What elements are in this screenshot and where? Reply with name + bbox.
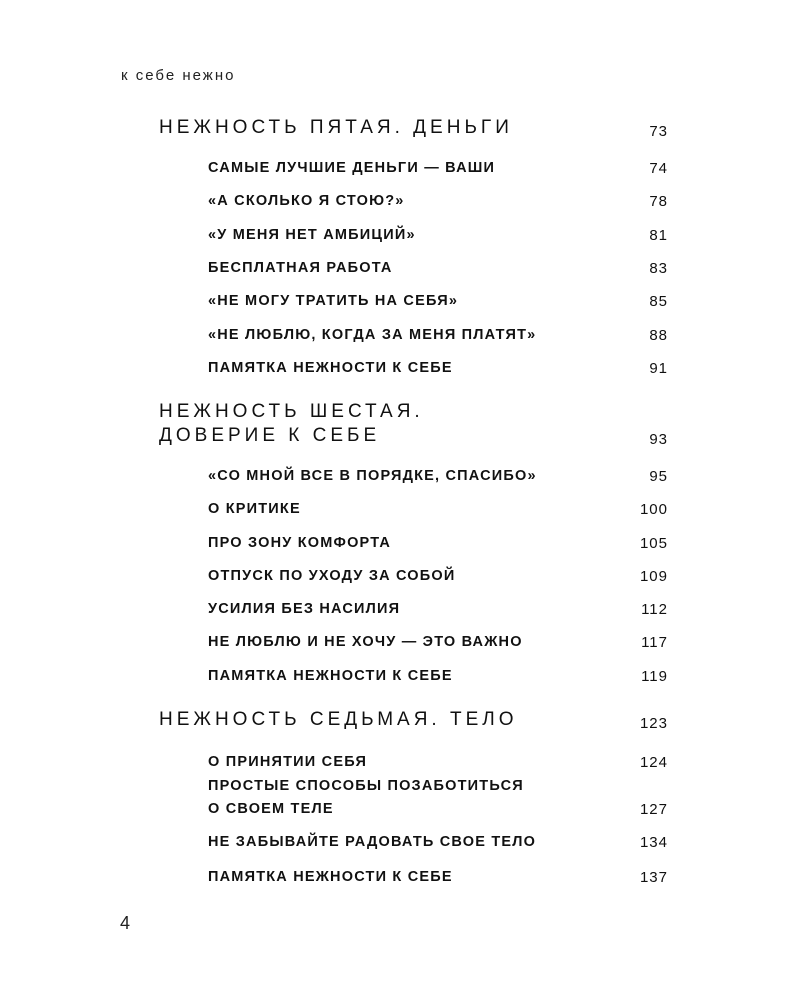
chapter-page: 93 (649, 431, 668, 448)
toc-entry[interactable] (208, 157, 668, 180)
entry-page: 81 (649, 227, 668, 244)
entry-page: 95 (649, 468, 668, 485)
chapter-title: НЕЖНОСТЬ СЕДЬМАЯ. ТЕЛО (159, 709, 518, 730)
toc-entry[interactable] (208, 357, 668, 380)
toc-chapter-heading[interactable] (159, 708, 668, 732)
entry-title: ПРО ЗОНУ КОМФОРТА (208, 535, 392, 551)
entry-title: О КРИТИКЕ (208, 501, 301, 517)
entry-title: «У МЕНЯ НЕТ АМБИЦИЙ» (208, 227, 416, 243)
entry-title: САМЫЕ ЛУЧШИЕ ДЕНЬГИ — ВАШИ (208, 160, 496, 176)
toc-entry[interactable] (208, 831, 668, 854)
page-number: 4 (120, 913, 131, 933)
entry-page: 109 (639, 568, 668, 585)
chapter-page: 123 (639, 715, 668, 732)
entry-page: 74 (649, 160, 668, 177)
entry-page: 91 (649, 360, 668, 377)
entry-title-line1: ПРОСТЫЕ СПОСОБЫ ПОЗАБОТИТЬСЯ (208, 778, 524, 794)
entry-page: 127 (639, 801, 668, 818)
entry-page: 78 (649, 193, 668, 210)
entry-title: НЕ ЛЮБЛЮ И НЕ ХОЧУ — ЭТО ВАЖНО (208, 634, 523, 650)
entry-title: «А СКОЛЬКО Я СТОЮ?» (208, 193, 405, 209)
entry-page: 124 (639, 754, 668, 771)
entry-title: УСИЛИЯ БЕЗ НАСИЛИЯ (208, 601, 401, 617)
entry-page: 117 (641, 634, 668, 651)
chapter-title-line2: ДОВЕРИЕ К СЕБЕ (159, 425, 381, 446)
toc-entry[interactable] (208, 190, 668, 213)
entry-page: 100 (639, 501, 668, 518)
toc-entry[interactable] (208, 631, 668, 654)
toc-entry[interactable] (208, 775, 668, 821)
entry-title: ОТПУСК ПО УХОДУ ЗА СОБОЙ (208, 568, 456, 584)
entry-title: БЕСПЛАТНАЯ РАБОТА (208, 260, 393, 276)
chapter-page: 73 (649, 123, 668, 140)
entry-title-line2: О СВОЕМ ТЕЛЕ (208, 801, 334, 817)
toc-entry[interactable] (208, 257, 668, 280)
toc-entry[interactable] (208, 224, 668, 247)
entry-page: 88 (649, 327, 668, 344)
toc-entry[interactable] (208, 324, 668, 347)
toc-entry[interactable] (208, 465, 668, 488)
entry-title: «НЕ МОГУ ТРАТИТЬ НА СЕБЯ» (208, 293, 459, 309)
entry-page: 119 (641, 668, 668, 685)
entry-title: О ПРИНЯТИИ СЕБЯ (208, 754, 368, 770)
toc-entry[interactable] (208, 532, 668, 555)
entry-page: 105 (639, 535, 668, 552)
toc-entry[interactable] (208, 290, 668, 313)
entry-page: 134 (639, 834, 668, 851)
running-header: к себе нежно (121, 67, 236, 84)
entry-page: 85 (649, 293, 668, 310)
entry-title: «СО МНОЙ ВСЕ В ПОРЯДКЕ, СПАСИБО» (208, 468, 537, 484)
chapter-title-line1: НЕЖНОСТЬ ШЕСТАЯ. (159, 401, 424, 422)
entry-title: «НЕ ЛЮБЛЮ, КОГДА ЗА МЕНЯ ПЛАТЯТ» (208, 327, 537, 343)
entry-page: 137 (639, 869, 668, 886)
entry-title: ПАМЯТКА НЕЖНОСТИ К СЕБЕ (208, 869, 453, 885)
entry-title: ПАМЯТКА НЕЖНОСТИ К СЕБЕ (208, 668, 453, 684)
toc-entry[interactable] (208, 665, 668, 688)
entry-page: 112 (641, 601, 668, 618)
toc-chapter-heading[interactable] (159, 116, 668, 140)
toc-entry[interactable] (208, 751, 668, 774)
chapter-title: НЕЖНОСТЬ ПЯТАЯ. ДЕНЬГИ (159, 117, 513, 138)
toc-chapter-heading[interactable] (159, 400, 668, 448)
toc-entry[interactable] (208, 498, 668, 521)
entry-title: ПАМЯТКА НЕЖНОСТИ К СЕБЕ (208, 360, 453, 376)
toc-entry[interactable] (208, 565, 668, 588)
entry-title: НЕ ЗАБЫВАЙТЕ РАДОВАТЬ СВОЕ ТЕЛО (208, 834, 537, 850)
toc-entry[interactable] (208, 866, 668, 889)
entry-page: 83 (649, 260, 668, 277)
toc-entry[interactable] (208, 598, 668, 621)
